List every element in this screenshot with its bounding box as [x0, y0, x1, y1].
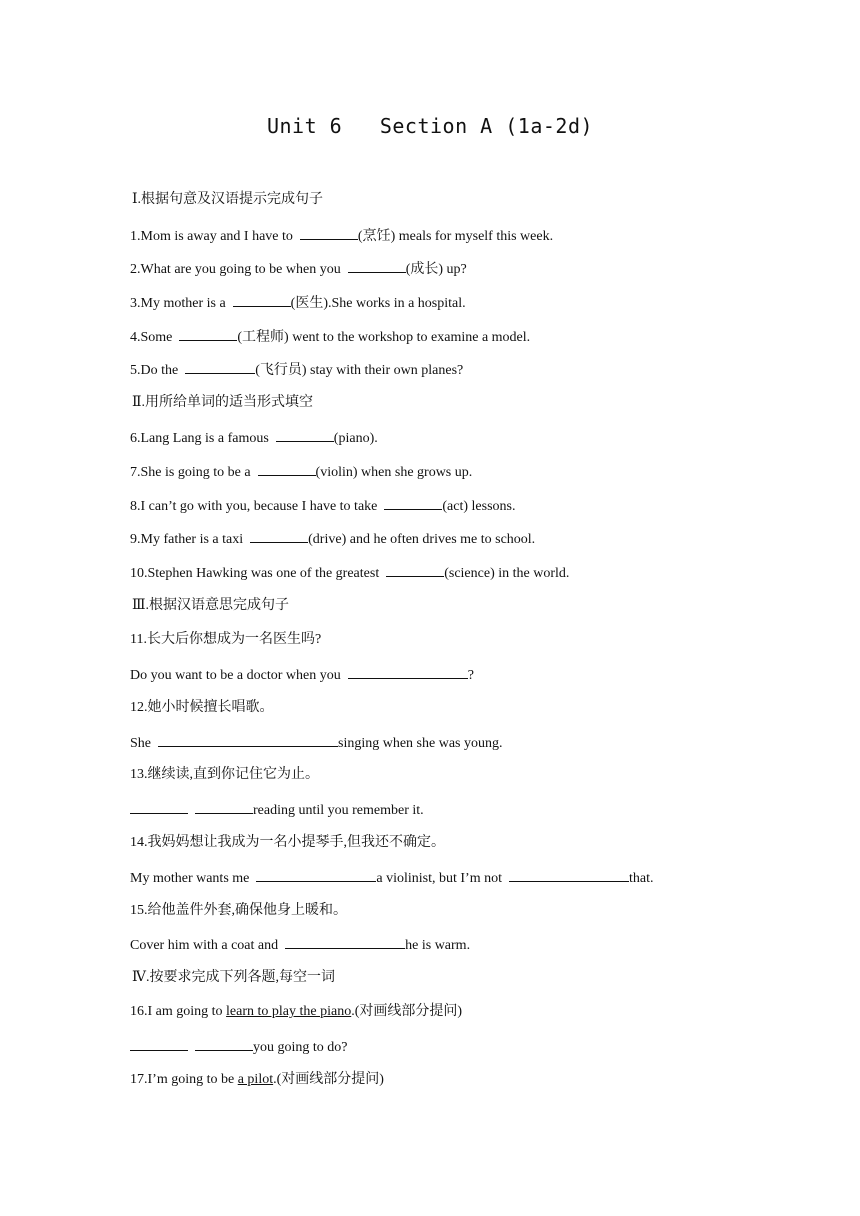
question-11: Do you want to be a doctor when you ?: [130, 665, 474, 685]
question-6: 6.Lang Lang is a famous (piano).: [130, 428, 378, 448]
section-heading-2: Ⅱ.用所给单词的适当形式填空: [132, 395, 314, 410]
question-16: 16.I am going to learn to play the piano.(对画线部分提问): [130, 1004, 463, 1019]
answer-blank[interactable]: [300, 226, 358, 240]
question-13-chinese: 13.继续读,直到你记住它为止。: [130, 767, 319, 782]
answer-blank[interactable]: [179, 327, 237, 341]
answer-blank[interactable]: [386, 563, 444, 577]
question-2: 2.What are you going to be when you (成长) up?: [130, 259, 467, 279]
question-12: She singing when she was young.: [130, 733, 503, 753]
section-heading-1: Ⅰ.根据句意及汉语提示完成句子: [132, 192, 324, 207]
question-7: 7.She is going to be a (violin) when she grows up.: [130, 462, 472, 482]
question-11-chinese: 11.长大后你想成为一名医生吗?: [130, 632, 322, 647]
page-title: Unit 6 Section A (1a-2d): [266, 114, 594, 138]
question-14-chinese: 14.我妈妈想让我成为一名小提琴手,但我还不确定。: [130, 835, 445, 850]
answer-blank[interactable]: [384, 496, 442, 510]
answer-blank[interactable]: [509, 868, 629, 882]
answer-blank[interactable]: [285, 935, 405, 949]
question-12-chinese: 12.她小时候擅长唱歌。: [130, 700, 274, 715]
question-17: 17.I’m going to be a pilot.(对画线部分提问): [130, 1072, 384, 1087]
question-13: reading until you remember it.: [130, 800, 424, 820]
question-8: 8.I can’t go with you, because I have to take (act) lessons.: [130, 496, 515, 516]
underlined-phrase: learn to play the piano: [226, 1004, 352, 1019]
answer-blank[interactable]: [195, 1037, 253, 1051]
underlined-phrase: a pilot: [237, 1072, 274, 1087]
answer-blank[interactable]: [130, 1037, 188, 1051]
question-16-answer: you going to do?: [130, 1037, 348, 1057]
question-15-chinese: 15.给他盖件外套,确保他身上暖和。: [130, 903, 347, 918]
answer-blank[interactable]: [195, 800, 253, 814]
question-5: 5.Do the (飞行员) stay with their own planes?: [130, 360, 463, 380]
answer-blank[interactable]: [250, 529, 308, 543]
answer-blank[interactable]: [130, 800, 188, 814]
section-heading-4: Ⅳ.按要求完成下列各题,每空一词: [132, 970, 335, 985]
answer-blank[interactable]: [276, 428, 334, 442]
question-1: 1.Mom is away and I have to (烹饪) meals for myself this week.: [130, 226, 553, 246]
answer-blank[interactable]: [348, 259, 406, 273]
question-3: 3.My mother is a (医生).She works in a hospital.: [130, 293, 466, 313]
answer-blank[interactable]: [233, 293, 291, 307]
question-15: Cover him with a coat and he is warm.: [130, 935, 470, 955]
answer-blank[interactable]: [258, 462, 316, 476]
question-4: 4.Some (工程师) went to the workshop to examine a model.: [130, 327, 530, 347]
question-9: 9.My father is a taxi (drive) and he often drives me to school.: [130, 529, 535, 549]
question-10: 10.Stephen Hawking was one of the greatest (science) in the world.: [130, 563, 569, 583]
section-heading-3: Ⅲ.根据汉语意思完成句子: [132, 598, 290, 613]
answer-blank[interactable]: [256, 868, 376, 882]
answer-blank[interactable]: [348, 665, 468, 679]
question-14: My mother wants me a violinist, but I’m not that.: [130, 868, 653, 888]
answer-blank[interactable]: [158, 733, 338, 747]
answer-blank[interactable]: [185, 360, 255, 374]
